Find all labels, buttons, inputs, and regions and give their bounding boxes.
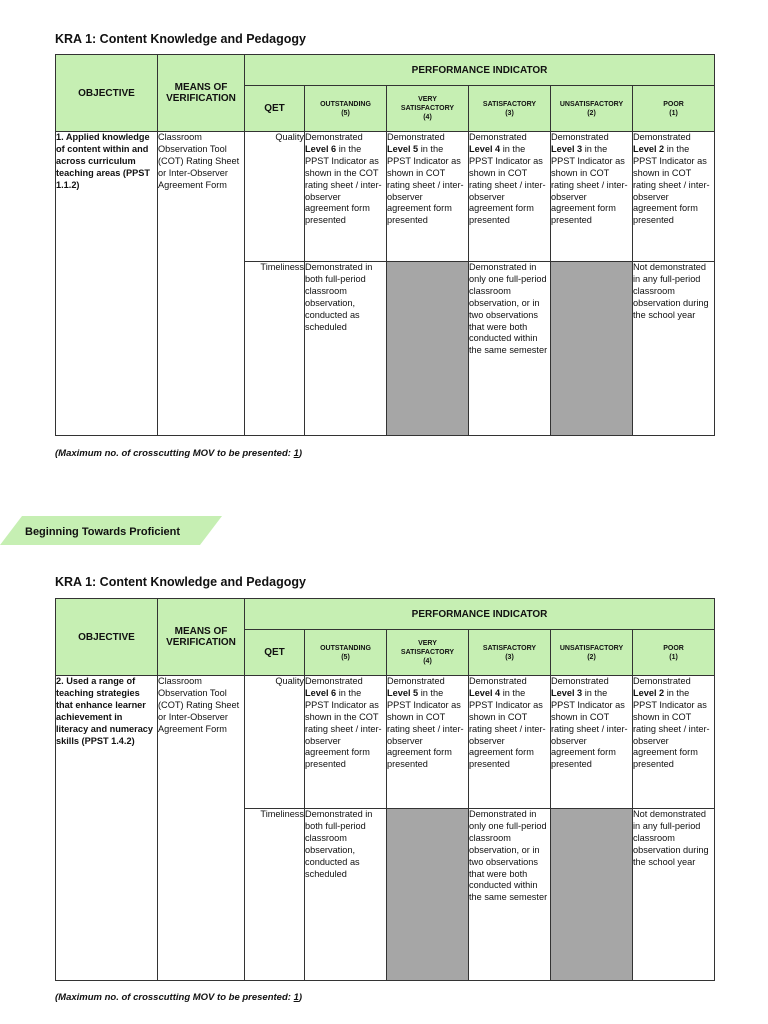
qet-quality: Quality bbox=[245, 132, 305, 262]
quality-outstanding: Demonstrated Level 6 in the PPST Indicator as shown in the COT rating sheet / inter-observer agreement form presented bbox=[305, 132, 387, 262]
timeliness-very-satisfactory-na bbox=[387, 262, 469, 436]
qet-quality: Quality bbox=[245, 676, 305, 809]
qet-timeliness: Timeliness bbox=[245, 262, 305, 436]
timeliness-outstanding: Demonstrated in both full-period classroom observation, conducted as scheduled bbox=[305, 262, 387, 436]
performance-indicator-header: PERFORMANCE INDICATOR bbox=[245, 599, 715, 630]
satisfactory-header: SATISFACTORY (3) bbox=[469, 86, 551, 132]
max-mov-note: (Maximum no. of crosscutting MOV to be presented: 1) bbox=[55, 448, 303, 459]
objective-text: 2. Used a range of teaching strategies that enhance learner achievement in literacy and numeracy skills (PPST 1.4.2) bbox=[56, 676, 158, 981]
very-satisfactory-header: VERY SATISFACTORY (4) bbox=[387, 86, 469, 132]
timeliness-poor: Not demonstrated in any full-period classroom observation during the school year bbox=[633, 262, 715, 436]
outstanding-header: OUTSTANDING (5) bbox=[305, 86, 387, 132]
kra-title: KRA 1: Content Knowledge and Pedagogy bbox=[55, 575, 306, 589]
timeliness-poor: Not demonstrated in any full-period classroom observation during the school year bbox=[633, 809, 715, 981]
mov-text: Classroom Observation Tool (COT) Rating Sheet or Inter-Observer Agreement Form bbox=[158, 676, 245, 981]
timeliness-unsatisfactory-na bbox=[551, 262, 633, 436]
outstanding-header: OUTSTANDING (5) bbox=[305, 630, 387, 676]
table-row bbox=[56, 132, 715, 262]
timeliness-satisfactory: Demonstrated in only one full-period classroom observation, or in two observations that were both conducted within the same semester bbox=[469, 262, 551, 436]
mov-header: MEANS OF VERIFICATION bbox=[158, 599, 245, 676]
timeliness-satisfactory: Demonstrated in only one full-period classroom observation, or in two observations that were both conducted within the same semester bbox=[469, 809, 551, 981]
quality-poor: Demonstrated Level 2 in the PPST Indicator as shown in COT rating sheet / inter-observer agreement form presented bbox=[633, 676, 715, 809]
quality-satisfactory: Demonstrated Level 4 in the PPST Indicator as shown in COT rating sheet / inter-observer agreement form presented bbox=[469, 676, 551, 809]
qet-header: QET bbox=[245, 630, 305, 676]
poor-header: POOR (1) bbox=[633, 630, 715, 676]
performance-indicator-header: PERFORMANCE INDICATOR bbox=[245, 55, 715, 86]
timeliness-outstanding: Demonstrated in both full-period classroom observation, conducted as scheduled bbox=[305, 809, 387, 981]
table-row bbox=[56, 676, 715, 809]
objective-header: OBJECTIVE bbox=[56, 55, 158, 132]
quality-unsatisfactory: Demonstrated Level 3 in the PPST Indicator as shown in COT rating sheet / inter-observer agreement form presented bbox=[551, 132, 633, 262]
rubric-table bbox=[55, 598, 715, 981]
mov-header: MEANS OF VERIFICATION bbox=[158, 55, 245, 132]
timeliness-very-satisfactory-na bbox=[387, 809, 469, 981]
qet-timeliness: Timeliness bbox=[245, 809, 305, 981]
quality-satisfactory: Demonstrated Level 4 in the PPST Indicator as shown in COT rating sheet / inter-observer agreement form presented bbox=[469, 132, 551, 262]
max-mov-note: (Maximum no. of crosscutting MOV to be presented: 1) bbox=[55, 992, 303, 1003]
very-satisfactory-header: VERY SATISFACTORY (4) bbox=[387, 630, 469, 676]
unsatisfactory-header: UNSATISFACTORY (2) bbox=[551, 86, 633, 132]
band-label: Beginning Towards Proficient bbox=[25, 526, 181, 538]
objective-text: 1. Applied knowledge of content within and across curriculum teaching areas (PPST 1.1.2) bbox=[56, 132, 158, 436]
poor-header: POOR (1) bbox=[633, 86, 715, 132]
quality-unsatisfactory: Demonstrated Level 3 in the PPST Indicator as shown in COT rating sheet / inter-observer agreement form presented bbox=[551, 676, 633, 809]
quality-poor: Demonstrated Level 2 in the PPST Indicator as shown in COT rating sheet / inter-observer agreement form presented bbox=[633, 132, 715, 262]
qet-header: QET bbox=[245, 86, 305, 132]
rubric-table bbox=[55, 54, 715, 436]
timeliness-unsatisfactory-na bbox=[551, 809, 633, 981]
satisfactory-header: SATISFACTORY (3) bbox=[469, 630, 551, 676]
kra-title: KRA 1: Content Knowledge and Pedagogy bbox=[55, 32, 306, 46]
quality-very-satisfactory: Demonstrated Level 5 in the PPST Indicator as shown in COT rating sheet / inter-observer agreement form presented bbox=[387, 676, 469, 809]
unsatisfactory-header: UNSATISFACTORY (2) bbox=[551, 630, 633, 676]
objective-header: OBJECTIVE bbox=[56, 599, 158, 676]
mov-text: Classroom Observation Tool (COT) Rating Sheet or Inter-Observer Agreement Form bbox=[158, 132, 245, 436]
quality-outstanding: Demonstrated Level 6 in the PPST Indicator as shown in the COT rating sheet / inter-observer agreement form presented bbox=[305, 676, 387, 809]
quality-very-satisfactory: Demonstrated Level 5 in the PPST Indicator as shown in COT rating sheet / inter-observer agreement form presented bbox=[387, 132, 469, 262]
